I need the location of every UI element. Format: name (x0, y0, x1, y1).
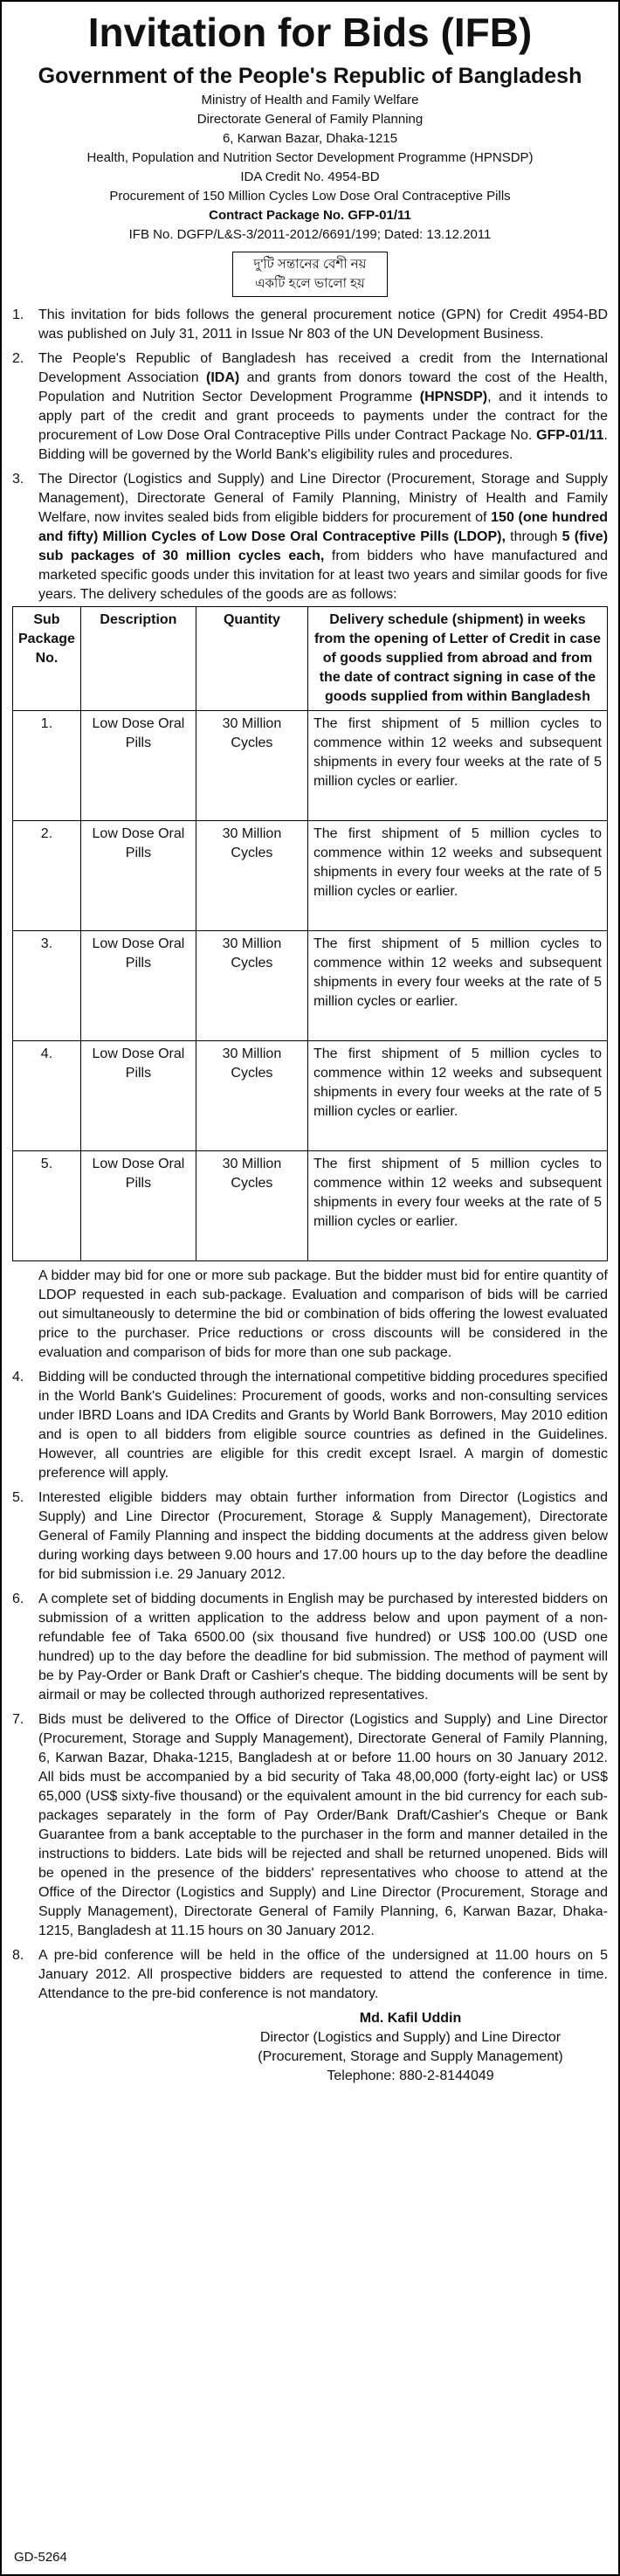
credit-line: IDA Credit No. 4954-BD (240, 169, 380, 184)
paragraph-4 (12, 1368, 608, 1483)
cell-description: Low Dose Oral Pills (80, 711, 196, 821)
cell-quantity: 30 Million Cycles (196, 821, 307, 931)
paragraph-number: 2. (12, 351, 24, 366)
delivery-schedule-table (12, 606, 608, 1261)
cell-schedule: The first shipment of 5 million cycles to commence within 12 weeks and subsequent shipments in every four weeks at the rate of 5 million cycles or earlier. (307, 1151, 607, 1261)
cell-quantity: 30 Million Cycles (196, 931, 307, 1041)
cell-schedule: The first shipment of 5 million cycles to commence within 12 weeks and subsequent shipments in every four weeks at the rate of 5 million cycles or earlier. (307, 821, 607, 931)
paragraph-7 (12, 1710, 608, 1941)
cell-description: Low Dose Oral Pills (80, 821, 196, 931)
ministry-line: Ministry of Health and Family Welfare (201, 93, 419, 107)
paragraph-3 (12, 470, 608, 604)
paragraph-number: 8. (12, 1948, 24, 1963)
slogan-line-2: একটি হলে ভালো হয় (255, 276, 365, 291)
signatory-name: Md. Kafil Uddin (359, 2011, 462, 2026)
cell-quantity: 30 Million Cycles (196, 1151, 307, 1261)
paragraph-8 (12, 1946, 608, 2004)
paragraph-number: 1. (12, 307, 24, 322)
cell-schedule: The first shipment of 5 million cycles to commence within 12 weeks and subsequent shipments in every four weeks at the rate of 5 million cycles or earlier. (307, 1041, 607, 1151)
notice-title: Invitation for Bids (IFB) (87, 10, 533, 55)
paragraph-6 (12, 1590, 608, 1705)
paragraph-text: The People's Republic of Bangladesh has received a credit from the International Development Association (IDA) and grants from donors toward the cost of the Health, Population and Nutrition Sector Development Programme (HPNSDP), and it intends to apply part of the credit and grant proceeds to payments under the contract for the procurement of Low Dose Oral Contraceptive Pills under Contract Package No. GFP-01/11. Bidding will be governed by the World Bank's eligibility rules and procedures. (38, 351, 609, 462)
paragraph-text: A bidder may bid for one or more sub package. But the bidder must bid for entire quantity of LDOP requested in each sub-package. Evaluation and comparison of bids will be carried out simultaneously to determine the bid or combination of bids offering the lowest evaluated price to the purchaser. Price reductions or cross discounts will be considered in the evaluation and comparison of bids for more than one sub package. (38, 1268, 608, 1360)
paragraph-text: A pre-bid conference will be held in the office of the undersigned at 11.00 hours on 5 January 2012. All prospective bidders are requested to attend the conference in time. Attendance to the pre-bid conference is not mandatory. (38, 1948, 608, 2001)
directorate-line: Directorate General of Family Planning (196, 112, 424, 127)
paragraph-3-continued (12, 1267, 608, 1363)
programme-line: Health, Population and Nutrition Sector Development Programme (HPNSDP) (86, 150, 534, 165)
telephone: Telephone: 880-2-8144049 (327, 2068, 494, 2083)
address-line: 6, Karwan Bazar, Dhaka-1215 (222, 131, 398, 146)
paragraph-text: Bidding will be conducted through the international competitive bidding procedures specified in the World Bank's Guidelines: Procurement of goods, works and non-consulting services under IBRD Loans and IDA Credits and Grants by World Bank Borrowers, May 2010 edition and is open to all bidders from eligible source countries as defined in the Guidelines. However, all countries are eligible for this credit except Israel. A margin of domestic preference will apply. (38, 1370, 608, 1481)
cell-schedule: The first shipment of 5 million cycles to commence within 12 weeks and subsequent shipments in every four weeks at the rate of 5 million cycles or earlier. (307, 931, 607, 1041)
cell-sub-package: 4. (13, 1041, 81, 1151)
cell-description: Low Dose Oral Pills (80, 1041, 196, 1151)
paragraph-text: Interested eligible bidders may obtain further information from Director (Logistics and Supply) and Line Director (Procurement, Storage & Supply Management), Directorate General of Family Planning and inspect the bidding documents at the address given below during working days between 9.00 hours and 17.00 hours up to the day before the deadline for bid submission i.e. 29 January 2012. (38, 1490, 608, 1582)
paragraph-5 (12, 1488, 608, 1585)
paragraph-number: 4. (12, 1370, 24, 1385)
paragraph-2 (12, 349, 608, 465)
col-sub-package: Sub Package No. (13, 607, 81, 711)
gd-code: GD-5264 (14, 2550, 67, 2565)
table-row (13, 931, 608, 1041)
col-description: Description (80, 607, 196, 711)
cell-schedule: The first shipment of 5 million cycles to commence within 12 weeks and subsequent shipments in every four weeks at the rate of 5 million cycles or earlier. (307, 711, 607, 821)
cell-description: Low Dose Oral Pills (80, 931, 196, 1041)
paragraph-text: Bids must be delivered to the Office of Director (Logistics and Supply) and Line Director (Procurement, Storage and Supply Management), Directorate General of Family Planning, 6, Karwan Bazar, Dhaka-1215, Bangladesh at or before 11.00 hours on 30 January 2012. All bids must be accompanied by a bid security of Taka 48,00,000 (forty-eight lac) or US$ 65,000 (US$ sixty-five thousand) or the equivalent amount in the bid currency for each sub-packages separately in the form of Pay Order/Bank Draft/Cashier's Cheque or Bank Guarantee from a bank acceptable to the purchaser in the form and manner detailed in the instructions to bidders. Late bids will be rejected and shall be returned unopened. Bids will be opened in the presence of the bidders' representatives who choose to attend at the Office of the Director (Logistics and Supply) and Line Director (Procurement, Storage and Supply Management), Directorate General of Family Planning, 6, Karwan Bazar, Dhaka-1215, Bangladesh at 11.15 hours on 30 January 2012. (38, 1712, 608, 1938)
issuer-block (12, 91, 608, 245)
paragraph-1 (12, 306, 608, 344)
paragraph-number: 3. (12, 472, 24, 487)
contract-package: Contract Package No. GFP-01/11 (209, 208, 411, 223)
cell-sub-package: 5. (13, 1151, 81, 1261)
col-quantity: Quantity (196, 607, 307, 711)
paragraph-number: 5. (12, 1490, 24, 1505)
table-row (13, 1151, 608, 1261)
paragraph-number: 7. (12, 1712, 24, 1727)
cell-quantity: 30 Million Cycles (196, 1041, 307, 1151)
signatory-title-2: (Procurement, Storage and Supply Management) (258, 2049, 563, 2064)
paragraph-number: 6. (12, 1592, 24, 1606)
paragraph-text: The Director (Logistics and Supply) and Line Director (Procurement, Storage and Supply Management), Directorate General of Family Planning, Ministry of Health and Family Welfare, now invites sealed bids from eligible bidders for procurement of 150 (one hundred and fifty) Million Cycles of Low Dose Oral Contraceptive Pills (LDOP), through 5 (five) sub packages of 30 million cycles each, from bidders who have manufactured and marketed specific goods under this invitation for at least two years and similar goods for five years. The delivery schedules of the goods are as follows: (38, 472, 609, 602)
col-delivery-schedule: Delivery schedule (shipment) in weeks from the opening of Letter of Credit in case of goods supplied from abroad and from the date of contract signing in case of the goods supplied from within Bangladesh (307, 607, 607, 711)
cell-description: Low Dose Oral Pills (80, 1151, 196, 1261)
ifb-number: IFB No. DGFP/L&S-3/2011-2012/6691/199; Dated: 13.12.2011 (128, 227, 492, 242)
table-row (13, 1041, 608, 1151)
signature-block (213, 2009, 608, 2086)
slogan-line-1: দু'টি সন্তানের বেশী নয় (253, 257, 367, 272)
cell-quantity: 30 Million Cycles (196, 711, 307, 821)
table-header-row (13, 607, 608, 711)
procurement-line: Procurement of 150 Million Cycles Low Dose Oral Contraceptive Pills (109, 189, 511, 204)
cell-sub-package: 2. (13, 821, 81, 931)
table-row (13, 821, 608, 931)
cell-sub-package: 3. (13, 931, 81, 1041)
family-planning-slogan (232, 252, 388, 297)
table-row (13, 711, 608, 821)
government-name: Government of the People's Republic of Bangladesh (38, 64, 582, 88)
paragraph-text: This invitation for bids follows the general procurement notice (GPN) for Credit 4954-BD was published on July 31, 2011 in Issue Nr 803 of the UN Development Business. (38, 307, 608, 342)
cell-sub-package: 1. (13, 711, 81, 821)
signatory-title: Director (Logistics and Supply) and Line Director (259, 2030, 561, 2045)
paragraph-text: A complete set of bidding documents in English may be purchased by interested bidders on submission of a written application to the address below and upon payment of a non-refundable fee of Taka 6500.00 (six thousand five hundred) or US$ 100.00 (USD one hundred) up to the day before the deadline for bid submission. The method of payment will be by Pay-Order or Bank Draft or Cashier's cheque. The bidding documents will be sent by airmail or may be collected through authorized representatives. (38, 1592, 608, 1702)
